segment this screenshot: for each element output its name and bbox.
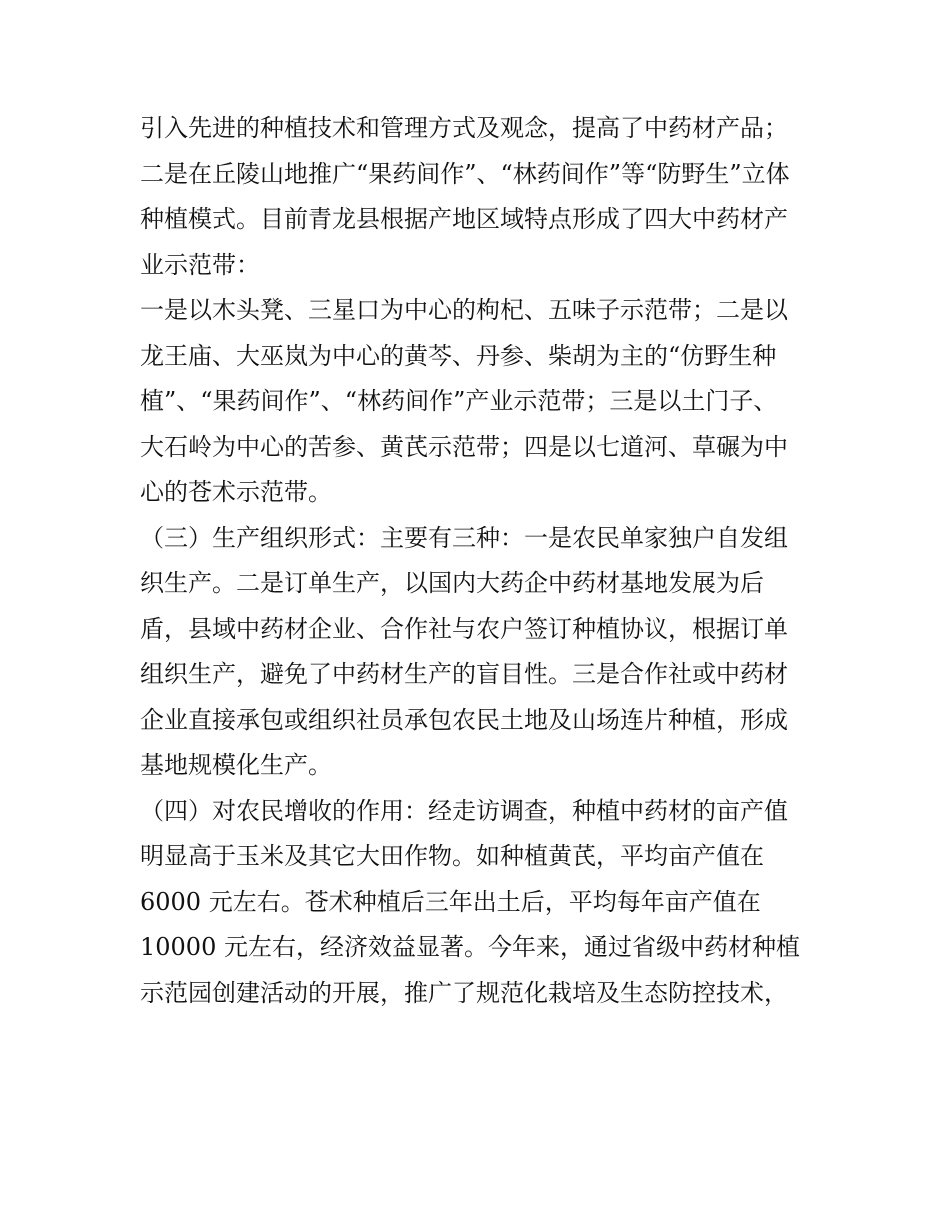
- text-line: 企业直接承包或组织社员承包农民土地及山场连片种植，形成: [140, 705, 788, 734]
- text-line: 二是在丘陵山地推广“果药间作”、“林药间作”等“防野生”立体: [140, 159, 790, 188]
- text-line: 一是以木头凳、三星口为中心的枸杞、五味子示范带；二是以: [140, 296, 788, 324]
- text-line: 盾，县域中药材企业、合作社与农户签订种植协议，根据订单: [140, 614, 788, 643]
- text-line: 6000 元左右。苍术种植后三年出土后，平均每年亩产值在: [140, 887, 761, 916]
- document-body-text: [140, 106, 820, 1016]
- text-line: 植”、“果药间作”、“林药间作”产业示范带；三是以土门子、: [140, 387, 778, 415]
- text-line: 大石岭为中心的苦参、黄芪示范带；四是以七道河、草碾为中: [140, 432, 788, 461]
- text-line: （三）生产组织形式：主要有三种：一是农民单家独户自发组: [140, 523, 788, 552]
- text-line: 引入先进的种植技术和管理方式及观念，提高了中药材产品；: [140, 114, 788, 142]
- text-line: 示范园创建活动的开展，推广了规范化栽培及生态防控技术，: [140, 978, 788, 1007]
- text-line: 龙王庙、大巫岚为中心的黄芩、丹参、柴胡为主的“仿野生种: [140, 341, 777, 370]
- text-line: 10000 元左右，经济效益显著。今年来，通过省级中药材种植: [140, 933, 800, 961]
- text-line: 心的苍术示范带。: [140, 478, 332, 506]
- text-line: 业示范带：: [140, 250, 260, 279]
- text-line: （四）对农民增收的作用：经走访调查，种植中药材的亩产值: [140, 796, 788, 825]
- text-line: 组织生产，避免了中药材生产的盲目性。三是合作社或中药材: [140, 660, 788, 688]
- text-line: 织生产。二是订单生产，以国内大药企中药材基地发展为后: [140, 569, 764, 597]
- text-line: 种植模式。目前青龙县根据产地区域特点形成了四大中药材产: [140, 205, 788, 233]
- text-line: 明显高于玉米及其它大田作物。如种植黄芪，平均亩产值在: [140, 842, 764, 870]
- text-line: 基地规模化生产。: [140, 751, 332, 779]
